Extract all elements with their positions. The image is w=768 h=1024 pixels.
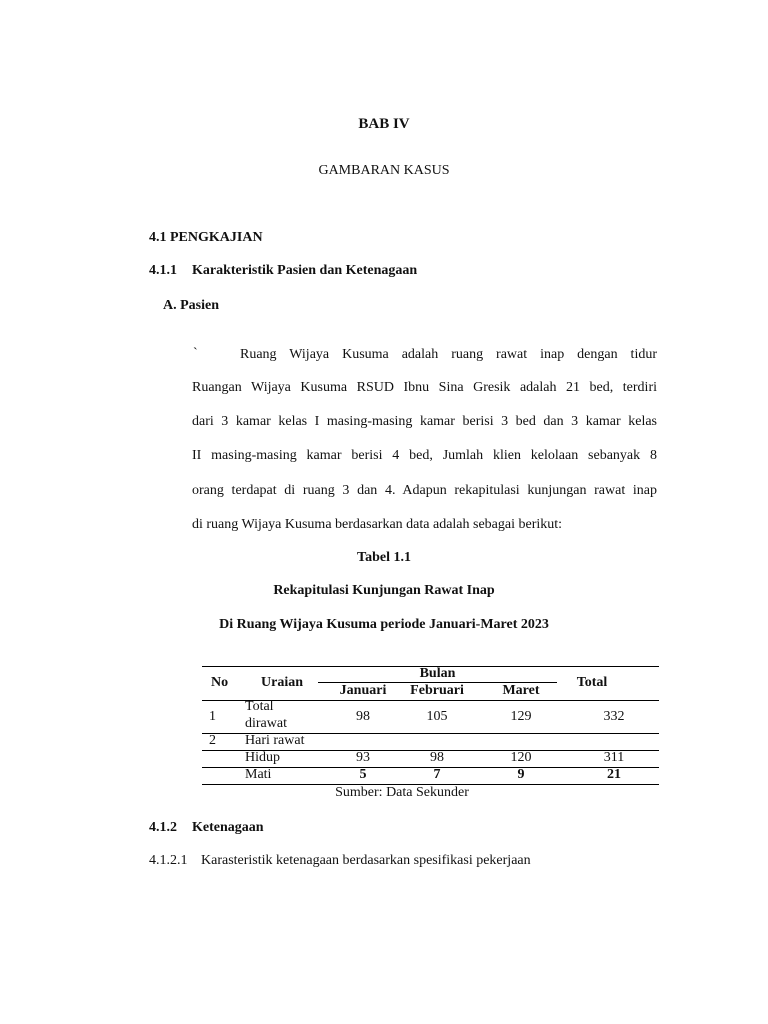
header-uraian: Uraian — [261, 675, 303, 690]
row3-maret: 120 — [510, 750, 532, 765]
table-label: Tabel 1.1 — [357, 550, 411, 565]
paragraph-line-6: di ruang Wijaya Kusuma berdasarkan data adalah sebagai berikut: — [192, 517, 563, 532]
header-total: Total — [576, 675, 608, 690]
subsection-number: 4.1.1 — [149, 263, 177, 278]
row1-uraian-line2: dirawat — [245, 716, 287, 731]
row3-januari: 93 — [356, 750, 370, 765]
row1-januari: 98 — [356, 709, 370, 724]
row4-uraian: Mati — [245, 767, 272, 782]
row2-no: 2 — [209, 733, 216, 748]
header-maret: Maret — [502, 683, 540, 698]
row4-februari: 7 — [433, 767, 441, 782]
chapter-title: GAMBARAN KASUS — [318, 163, 450, 178]
paragraph-line-2: Ruangan Wijaya Kusuma RSUD Ibnu Sina Gresik adalah 21 bed, terdiri — [192, 380, 657, 395]
paragraph-line-3: dari 3 kamar kelas I masing-masing kamar berisi 3 bed dan 3 kamar kelas — [192, 414, 657, 429]
row4-total: 21 — [607, 767, 621, 782]
section-heading: 4.1 PENGKAJIAN — [149, 230, 263, 245]
table-title: Rekapitulasi Kunjungan Rawat Inap — [273, 583, 495, 598]
subsection2-number: 4.1.2 — [149, 820, 177, 835]
table-source: Sumber: Data Sekunder — [335, 785, 469, 800]
subsubsection-title: Karasteristik ketenagaan berdasarkan spesifikasi pekerjaan — [201, 853, 531, 868]
row3-total: 311 — [603, 750, 625, 765]
header-januari: Januari — [339, 683, 387, 698]
row1-uraian-line1: Total — [245, 699, 274, 714]
paragraph-line-5: orang terdapat di ruang 3 dan 4. Adapun rekapitulasi kunjungan rawat inap — [192, 483, 657, 498]
subsection2-title: Ketenagaan — [192, 820, 264, 835]
row1-februari: 105 — [426, 709, 448, 724]
row3-februari: 98 — [430, 750, 444, 765]
row1-total: 332 — [603, 709, 625, 724]
subsection-title: Karakteristik Pasien dan Ketenagaan — [192, 263, 418, 278]
header-februari: Februari — [410, 683, 464, 698]
row3-uraian: Hidup — [245, 750, 280, 765]
row2-uraian: Hari rawat — [245, 733, 305, 748]
subsubsection-number: 4.1.2.1 — [149, 853, 188, 868]
table-subtitle: Di Ruang Wijaya Kusuma periode Januari-Maret 2023 — [219, 617, 549, 632]
header-no: No — [211, 675, 229, 690]
paragraph-line-1: Ruang Wijaya Kusuma adalah ruang rawat inap dengan tidur — [240, 347, 657, 362]
row4-maret: 9 — [517, 767, 525, 782]
sub-heading-a: A. Pasien — [163, 298, 219, 313]
header-bulan: Bulan — [419, 666, 456, 681]
row4-januari: 5 — [359, 767, 367, 782]
row1-maret: 129 — [510, 709, 532, 724]
paragraph-mark: ` — [193, 346, 198, 361]
paragraph-line-4: II masing-masing kamar berisi 4 bed, Jumlah klien kelolaan sebanyak 8 — [192, 448, 657, 463]
chapter-heading: BAB IV — [358, 116, 410, 132]
row1-no: 1 — [209, 709, 216, 724]
